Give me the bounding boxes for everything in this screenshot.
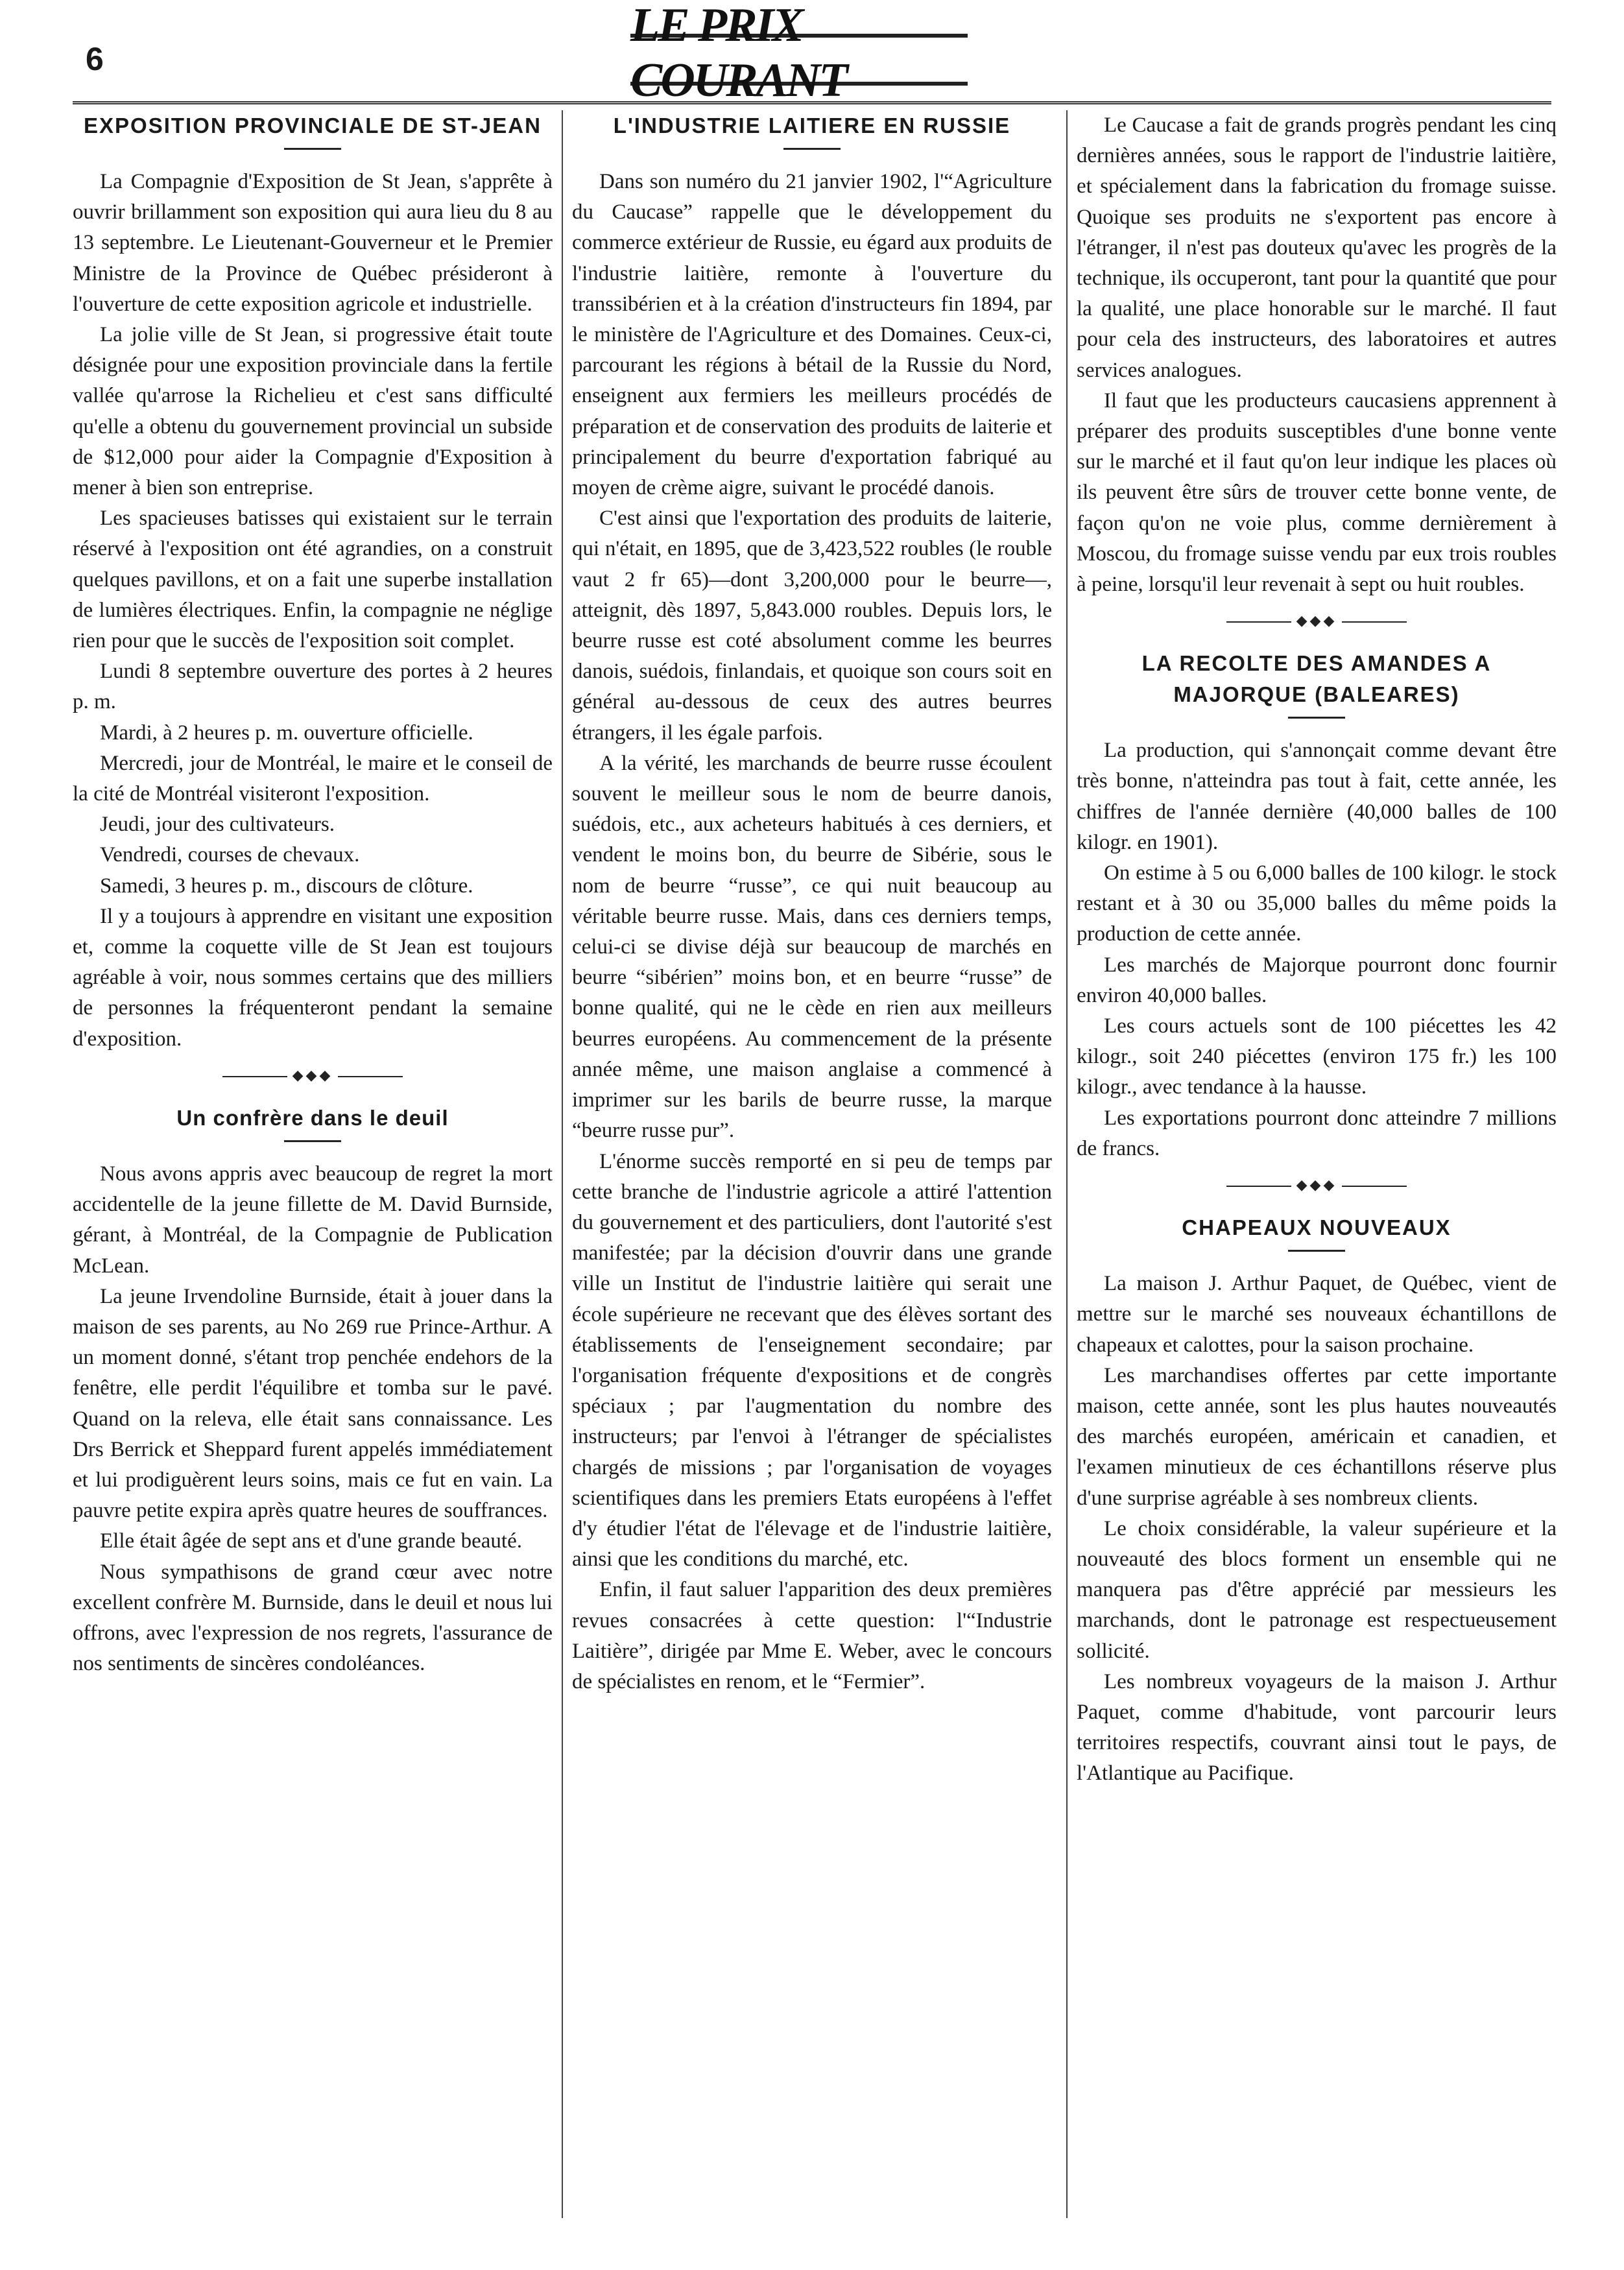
- paragraph: Les spacieuses batisses qui existaient sur le terrain réservé à l'exposition ont été agrandies, on a construit quelques pavillons, et on a fait une superbe installation de lumières électriques. Enfin, la compagnie ne néglige rien pour que le succès de l'exposition soit complet.: [73, 507, 553, 653]
- column-2: [572, 110, 1052, 1697]
- paragraph: La Compagnie d'Exposition de St Jean, s'apprête à ouvrir brillamment son exposition qui aura lieu du 8 au 13 septembre. Le Lieutenant-Gouverneur et le Premier Ministre de la Province de Québec présideront à l'ouverture de cette exposition agricole et industrielle.: [73, 170, 553, 316]
- paragraph: Vendredi, courses de chevaux.: [100, 843, 360, 867]
- paragraph: Dans son numéro du 21 janvier 1902, l'“Agriculture du Caucase” rappelle que le développement du commerce extérieur de Russie, eu égard aux produits de l'industrie laitière, remonte à l'ouverture du transsibérien et à la création d'instructeurs fin 1894, par le ministère de l'Agriculture et des Domaines. Ceux-ci, parcourant les régions à bétail de la Russie du Nord, enseignent aux fermiers les meilleurs procédés de préparation et de conservation des produits de laiterie et principalement du beurre d'exportation fabriqué au moyen de crème aigre, suivant le procédé danois.: [572, 170, 1052, 500]
- title-rule: [783, 148, 841, 150]
- column-divider: [1066, 110, 1068, 2218]
- paragraph: Le choix considérable, la valeur supérieure et la nouveauté des blocs forment un ensemble qui ne manquera pas d'être apprécié par messieurs les marchands, dont le patronage est respectueusement sollicité.: [1077, 1516, 1557, 1663]
- column-divider: [562, 110, 563, 2218]
- paragraph: Les exportations pourront donc atteindre 7 millions de francs.: [1077, 1106, 1557, 1160]
- paragraph: Il y a toujours à apprendre en visitant une exposition et, comme la coquette ville de St Jean est toujours agréable à voir, nous sommes certains que des milliers de personnes la fréquenteront pendant la semaine d'exposition.: [73, 904, 553, 1051]
- article-title: L'INDUSTRIE LAITIERE EN RUSSIE: [613, 114, 1011, 137]
- column-1: [73, 110, 553, 1679]
- paragraph: Nous sympathisons de grand cœur avec notre excellent confrère M. Burnside, dans le deuil et nous lui offrons, avec l'expression de nos regrets, l'assurance de nos sentiments de sincères condoléances.: [73, 1560, 553, 1676]
- paragraph: La production, qui s'annonçait comme devant être très bonne, n'atteindra pas tout à fait, cette année, les chiffres de l'année dernière (40,000 balles de 100 kilogr. en 1901).: [1077, 739, 1557, 854]
- top-rule: [73, 101, 1551, 104]
- paragraph: La maison J. Arthur Paquet, de Québec, vient de mettre sur le marché ses nouveaux échantillons de chapeaux et calottes, pour la saison prochaine.: [1077, 1272, 1557, 1357]
- title-rule: [284, 1140, 341, 1142]
- section-ornament: ◆◆◆: [1077, 608, 1557, 634]
- page-number: 6: [86, 41, 104, 77]
- article-title: CHAPEAUX NOUVEAUX: [1182, 1215, 1451, 1240]
- article-title: Un confrère dans le deuil: [176, 1105, 449, 1130]
- paragraph: L'énorme succès remporté en si peu de temps par cette branche de l'industrie agricole a attiré l'attention du gouvernement et des particuliers, dont l'autorité s'est manifestée; par la décision d'ouvrir dans une grande ville un Institut de l'industrie laitière qui serait une école supérieure ne recevant que des élèves sortant des établissements de l'enseignement secondaire; par l'organisation fréquente d'expositions et de congrès spéciaux ; par l'augmentation du nombre des instructeurs; par l'envoi à l'étranger de spécialistes chargés de missions ; par l'organisation de voyages scientifiques dans les premiers Etats européens à l'effet d'y étudier l'état de l'élevage et de l'industrie laitière, ainsi que les conditions du marché, etc.: [572, 1149, 1052, 1571]
- paragraph: A la vérité, les marchands de beurre russe écoulent souvent le meilleur sous le nom de beurre danois, suédois, etc., aux acheteurs habitués à ces derniers, et vendent le moins bon, du beurre de Sibérie, sous le nom de beurre “russe”, ce qui nuit beaucoup au véritable beurre russe. Mais, dans ces derniers temps, celui-ci se divise déjà sur beaucoup de marchés en beurre “sibérien” moins bon, et en beurre “russe” de bonne qualité, qui ne le cède en rien aux meilleurs beurres européens. Au commencement de la présente année même, une maison anglaise a commencé à imprimer sur les barils de beurre russe, la marque “beurre russe pur”.: [572, 751, 1052, 1143]
- paragraph: Elle était âgée de sept ans et d'une grande beauté.: [100, 1529, 522, 1553]
- paragraph: C'est ainsi que l'exportation des produits de laiterie, qui n'était, en 1895, que de 3,423,522 roubles (le rouble vaut 2 fr 65)—dont 3,200,000 pour le beurre—, atteignit, dès 1897, 5,843.000 roubles. Depuis lors, le beurre russe est coté absolument comme les beurres danois, suédois, finlandais, et quoique son cours soit en général au-dessous de ceux des autres beurres étrangers, il les égale parfois.: [572, 507, 1052, 745]
- paragraph: Les cours actuels sont de 100 piécettes les 42 kilogr., soit 240 piécettes (environ 175 fr.) les 100 kilogr., avec tendance à la hausse.: [1077, 1014, 1557, 1099]
- paragraph: La jeune Irvendoline Burnside, était à jouer dans la maison de ses parents, au No 269 rue Prince-Arthur. A un moment donné, s'étant trop penchée endehors de la fenêtre, elle perdit l'équilibre et tomba sur le pavé. Quand on la releva, elle était sans connaissance. Les Drs Berrick et Sheppard furent appelés immédiatement et lui prodiguèrent leurs soins, mais ce fut en vain. La pauvre petite expira après quatre heures de souffrances.: [73, 1284, 553, 1523]
- paragraph: Samedi, 3 heures p. m., discours de clôture.: [100, 874, 473, 898]
- article-title: LA RECOLTE DES AMANDES A MAJORQUE (BALEARES): [1141, 651, 1492, 707]
- paragraph: Mardi, à 2 heures p. m. ouverture officielle.: [100, 721, 473, 745]
- paragraph: Le Caucase a fait de grands progrès pendant les cinq dernières années, sous le rapport de l'industrie laitière, et spécialement dans la fabrication du fromage suisse. Quoique ses produits ne s'exportent pas encore à l'étranger, il n'est pas douteux qu'avec les progrès de la technique, ils occuperont, tant pour la quantité que pour la qualité, une place honorable sur le marché. Il faut pour cela des instructeurs, des laboratoires et autres services analogues.: [1077, 114, 1557, 382]
- article-title: EXPOSITION PROVINCIALE DE ST-JEAN: [84, 114, 542, 137]
- paragraph: Enfin, il faut saluer l'apparition des deux premières revues consacrées à cette question: l'“Industrie Laitière”, dirigée par Mme E. Weber, avec le concours de spécialistes en renom, et le “Fermier”.: [572, 1578, 1052, 1693]
- title-rule: [1288, 1250, 1345, 1252]
- masthead-logo: LE PRIX COURANT: [630, 0, 846, 107]
- title-rule: [284, 148, 341, 150]
- paragraph: Nous avons appris avec beaucoup de regret la mort accidentelle de la jeune fillette de M. David Burnside, gérant, à Montréal, de la Compagnie de Publication McLean.: [73, 1162, 553, 1278]
- paragraph: On estime à 5 ou 6,000 balles de 100 kilogr. le stock restant et à 30 ou 35,000 balles du même poids la production de cette année.: [1077, 861, 1557, 946]
- paragraph: Lundi 8 septembre ouverture des portes à 2 heures p. m.: [73, 660, 553, 714]
- paragraph: Les marchés de Majorque pourront donc fournir environ 40,000 balles.: [1077, 953, 1557, 1007]
- paragraph: Les nombreux voyageurs de la maison J. Arthur Paquet, comme d'habitude, vont parcourir leurs territoires respectifs, couvrant ainsi tout le pays, de l'Atlantique au Pacifique.: [1077, 1669, 1557, 1786]
- section-ornament: ◆◆◆: [73, 1062, 553, 1088]
- paragraph: Mercredi, jour de Montréal, le maire et le conseil de la cité de Montréal visiteront l'exposition.: [73, 751, 553, 806]
- column-3: [1077, 110, 1557, 1789]
- paragraph: La jolie ville de St Jean, si progressive était toute désignée pour une exposition provinciale dans la fertile vallée qu'arrose la Richelieu et c'est sans difficulté qu'elle a obtenu du gouvernement provincial un subside de $12,000 pour aider la Compagnie d'Exposition à mener à bien son entreprise.: [73, 323, 553, 500]
- paragraph: Jeudi, jour des cultivateurs.: [100, 813, 335, 837]
- paragraph: Il faut que les producteurs caucasiens apprennent à préparer des produits susceptibles d'une bonne vente sur le marché et il faut qu'on leur indique les places où ils peuvent être sûrs de trouver cette bonne vente, de façon qu'on ne voie plus, comme dernièrement à Moscou, du fromage suisse vendu par eux trois roubles à peine, lorsqu'il leur revenait à sept ou huit roubles.: [1077, 388, 1557, 597]
- section-ornament: ◆◆◆: [1077, 1172, 1557, 1198]
- title-rule: [1288, 717, 1345, 719]
- paragraph: Les marchandises offertes par cette importante maison, cette année, sont les plus hautes nouveautés des marchés européen, américain et canadien, et l'examen minutieux de ces échantillons réserve plus d'une surprise agréable à ses nombreux clients.: [1077, 1363, 1557, 1510]
